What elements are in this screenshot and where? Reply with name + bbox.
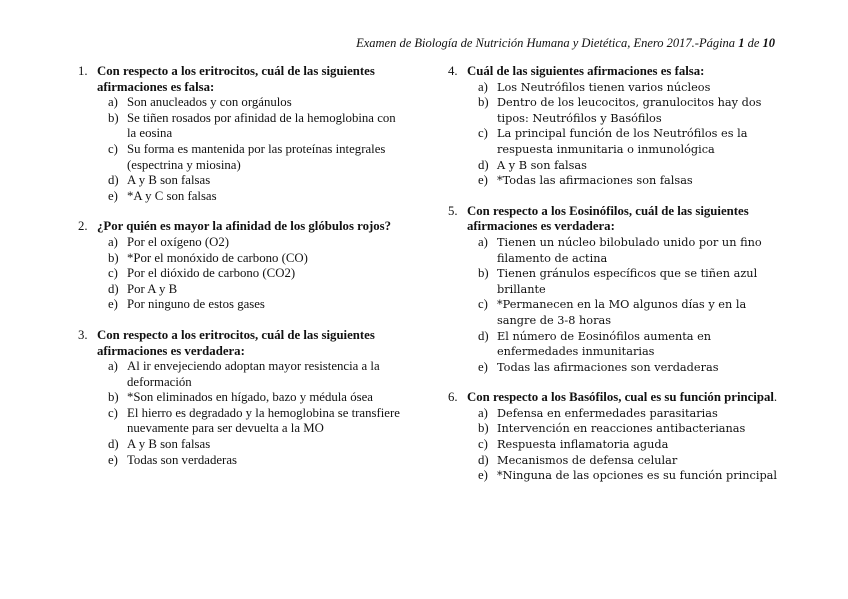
question-5: [448, 204, 788, 376]
option-d: d) A y B son falsas: [478, 157, 587, 172]
question-text: Cuál de las siguientes afirmaciones es falsa:: [467, 64, 705, 78]
option-d: d) A y B son falsas: [108, 437, 211, 452]
option-b: b) *Por el monóxido de carbono (CO): [108, 250, 308, 265]
option-e: e) Por ninguno de estos gases: [108, 297, 265, 312]
question-1: [78, 64, 408, 204]
option-a: a) Son anucleados y con orgánulos: [108, 95, 292, 110]
option-a: a) Tienen un núcleo bilobulado unido por un fino filamento de actina: [478, 234, 762, 265]
option-b: b) *Son eliminados en hígado, bazo y médula ósea: [108, 390, 373, 405]
question-text: Con respecto a los eritrocitos, cuál de las siguientes afirmaciones es falsa:: [97, 64, 375, 94]
option-c: c) *Permanecen en la MO algunos días y en la sangre de 3-8 horas: [478, 297, 747, 327]
header-of: de: [747, 36, 760, 50]
option-c: c) Respuesta inflamatoria aguda: [478, 437, 669, 452]
question-3: [78, 328, 408, 468]
option-a: a) Al ir envejeciendo adoptan mayor resistencia a la deformación: [108, 359, 380, 389]
question-6: [448, 390, 788, 484]
option-e: e) Todas las afirmaciones son verdaderas: [478, 359, 719, 374]
question-text: Con respecto a los Basófilos, cual es su función principal.: [467, 390, 778, 405]
header-title: Examen de Biología de Nutrición Humana y Dietética, Enero 2017.-Página: [356, 36, 736, 50]
option-list: [78, 95, 408, 204]
option-list: [448, 80, 788, 189]
option-c: c) La principal función de los Neutrófilos es la respuesta inmunitaria o inmunológica: [478, 126, 748, 156]
option-e: e) *A y C son falsas: [108, 188, 217, 203]
question-2: [78, 219, 408, 313]
question-number: 2.: [78, 219, 88, 234]
left-column: [78, 64, 408, 483]
option-d: d) Mecanismos de defensa celular: [478, 452, 678, 467]
question-number: 1.: [78, 64, 88, 78]
option-c: c) Su forma es mantenida por las proteínas integrales (espectrina y miosina): [108, 141, 386, 172]
question-number: 3.: [78, 327, 88, 342]
option-d: d) Por A y B: [108, 281, 178, 296]
option-d: d) El número de Eosinófilos aumenta en enfermedades inmunitarias: [478, 328, 712, 359]
option-e: e) *Todas las afirmaciones son falsas: [478, 173, 693, 188]
option-b: b) Tienen gránulos específicos que se tiñen azul brillante: [478, 266, 758, 296]
header-page-number: 1: [738, 36, 745, 50]
option-c: c) Por el dióxido de carbono (CO2): [108, 266, 296, 281]
page-header: [356, 36, 775, 51]
option-list: [78, 359, 408, 468]
option-b: b) Dentro de los leucocitos, granulocitos hay dos tipos: Neutrófilos y Basófilos: [478, 95, 762, 125]
option-list: [448, 235, 788, 375]
question-number: 6.: [448, 390, 458, 405]
option-e: e) Todas son verdaderas: [108, 452, 237, 467]
question-number: 4.: [448, 64, 458, 78]
question-text: Con respecto a los Eosinófilos, cuál de las siguientes afirmaciones es verdadera:: [467, 203, 749, 234]
question-text: ¿Por quién es mayor la afinidad de los glóbulos rojos?: [97, 219, 392, 234]
option-a: a) Los Neutrófilos tienen varios núcleos: [478, 79, 711, 94]
option-c: c) El hierro es degradado y la hemoglobina se transfiere nuevamente para ser devuelta a la MO: [108, 405, 400, 436]
option-a: a) Por el oxígeno (O2): [108, 234, 230, 249]
option-list: [448, 406, 788, 484]
option-list: [78, 235, 408, 313]
option-e: e) *Ninguna de las opciones es su función principal: [478, 468, 778, 483]
option-b: b) Se tiñen rosados por afinidad de la hemoglobina con la eosina: [108, 110, 396, 141]
question-text: Con respecto a los eritrocitos, cuál de las siguientes afirmaciones es verdadera:: [97, 327, 375, 358]
option-a: a) Defensa en enfermedades parasitarias: [478, 405, 718, 420]
option-b: b) Intervención en reacciones antibacterianas: [478, 421, 746, 436]
question-4: [448, 64, 788, 189]
question-number: 5.: [448, 203, 458, 218]
header-page-total: 10: [762, 36, 775, 50]
option-d: d) A y B son falsas: [108, 173, 211, 188]
right-column: [448, 64, 788, 499]
